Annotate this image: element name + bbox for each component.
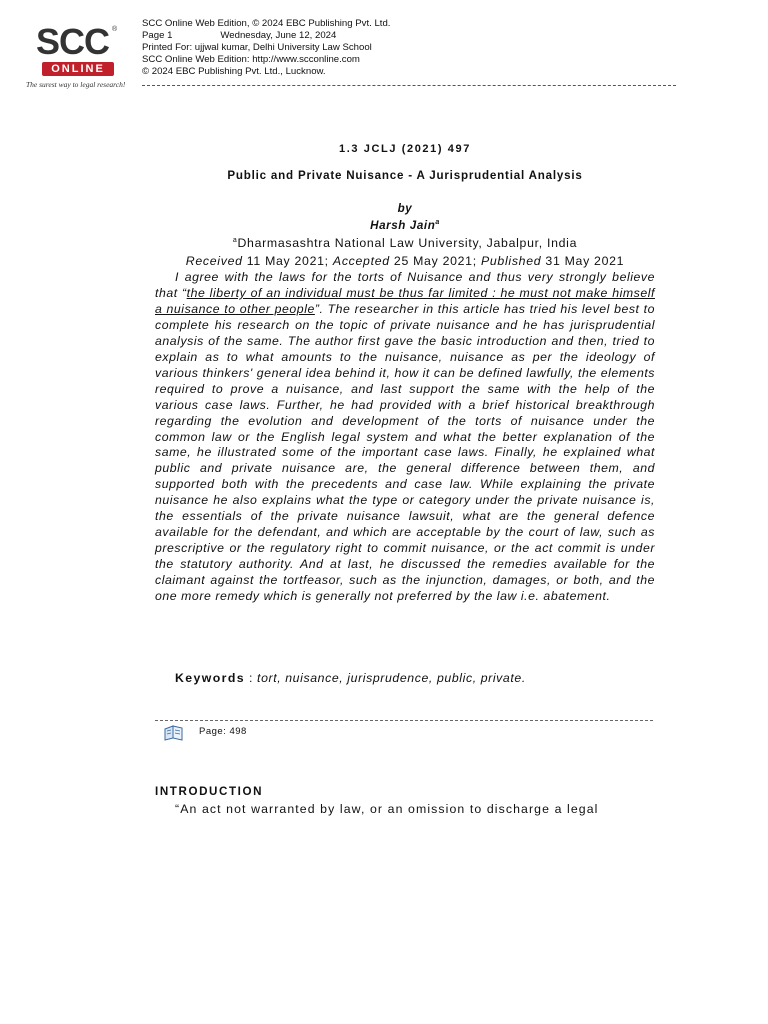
abstract-quote: the liberty of an individual must be thus far limited : he must not make himself a nuisance to other people [155,285,655,316]
logo-registered-mark: ® [112,26,118,33]
introduction-paragraph: “An act not warranted by law, or an omission to discharge a legal [175,802,599,816]
citation: 1.3 JCLJ (2021) 497 [339,143,471,155]
header-divider [142,85,676,86]
keywords-separator: : [244,671,258,685]
scc-online-logo [26,21,136,102]
print-metadata [142,18,390,78]
received-date: 11 May 2021; [246,254,329,268]
logo-online-badge: ONLINE [42,62,114,76]
book-icon [163,724,185,742]
logo-tagline: The surest way to legal research! [26,80,126,89]
section-heading-introduction: INTRODUCTION [155,785,264,798]
affiliation-superscript: a [232,236,238,244]
meta-page: Page 1 [142,30,173,41]
abstract [155,270,655,605]
article-title: Public and Private Nuisance - A Jurisprudential Analysis [227,169,583,182]
abstract-rest: ”. The researcher in this article has tried his level best to complete his research on the topic of private nuisance and he has jurisprudential analysis of the same. The author first gave the basic introduction and then, tried to explain as to what amounts to the nuisance, nuisance as per the ideology of various thinkers' general idea behind it, how it can be defined lawfully, the elements required to prove a nuisance, and last support the same with the help of the various case laws. Further, he had provided with a brief historical breakthrough regarding the evolution and development of the torts of nuisance under the common law or the English legal system and what the better explanation of the same, he illustrated some of the important case laws. Finally, he explained what public and private nuisance are, the general difference between them, and supported both with the precedents and case law. While explaining the private nuisance he also explains what the type or category under the private nuisance is, the essentials of the private nuisance lawsuit, what are the general defence available for the defendant, and which are acceptable by the court of law, such as prescriptive or the regulatory right to commit nuisance, or the act commit is under the statutory authority. And at last, he discussed the remedies available for the claimant against the tortfeasor, such as the injunction, damages, or both, and the one more remedy which is generally not preferred by the law i.e. abatement. [155,301,655,604]
logo-brand: SCC [36,21,110,62]
page-number-label: Page: 498 [199,726,247,737]
publication-dates [155,254,655,268]
page-break-divider [155,720,653,721]
author-affiliation [155,236,655,250]
received-label: Received [185,254,243,268]
abstract-start: I agree with the laws for the torts of Nuisance and thus very strongly believe that “ [155,270,655,300]
meta-date: Wednesday, June 12, 2024 [220,30,337,41]
affiliation-text: Dharmasashtra National Law University, Jabalpur, India [237,236,578,250]
accepted-label: Accepted [332,254,390,268]
keywords-label: Keywords [175,671,245,685]
published-label: Published [480,254,542,268]
keywords [175,671,655,685]
meta-printed-for: Printed For: ujjwal kumar, Delhi University Law School [142,42,372,53]
meta-edition: SCC Online Web Edition, © 2024 EBC Publishing Pvt. Ltd. [142,18,391,29]
meta-page-date [142,30,390,42]
meta-web-edition: SCC Online Web Edition: http://www.scconline.com [142,54,360,65]
author-superscript: a [435,219,440,227]
byline: by [397,202,413,215]
author-name [155,219,655,232]
meta-copyright: © 2024 EBC Publishing Pvt. Ltd., Lucknow. [142,66,326,77]
page-header [26,18,686,98]
accepted-date: 25 May 2021; [393,254,477,268]
published-date: 31 May 2021 [545,254,625,268]
author-text: Harsh Jain [370,219,436,232]
keywords-list: tort, nuisance, jurisprudence, public, private. [257,671,526,685]
